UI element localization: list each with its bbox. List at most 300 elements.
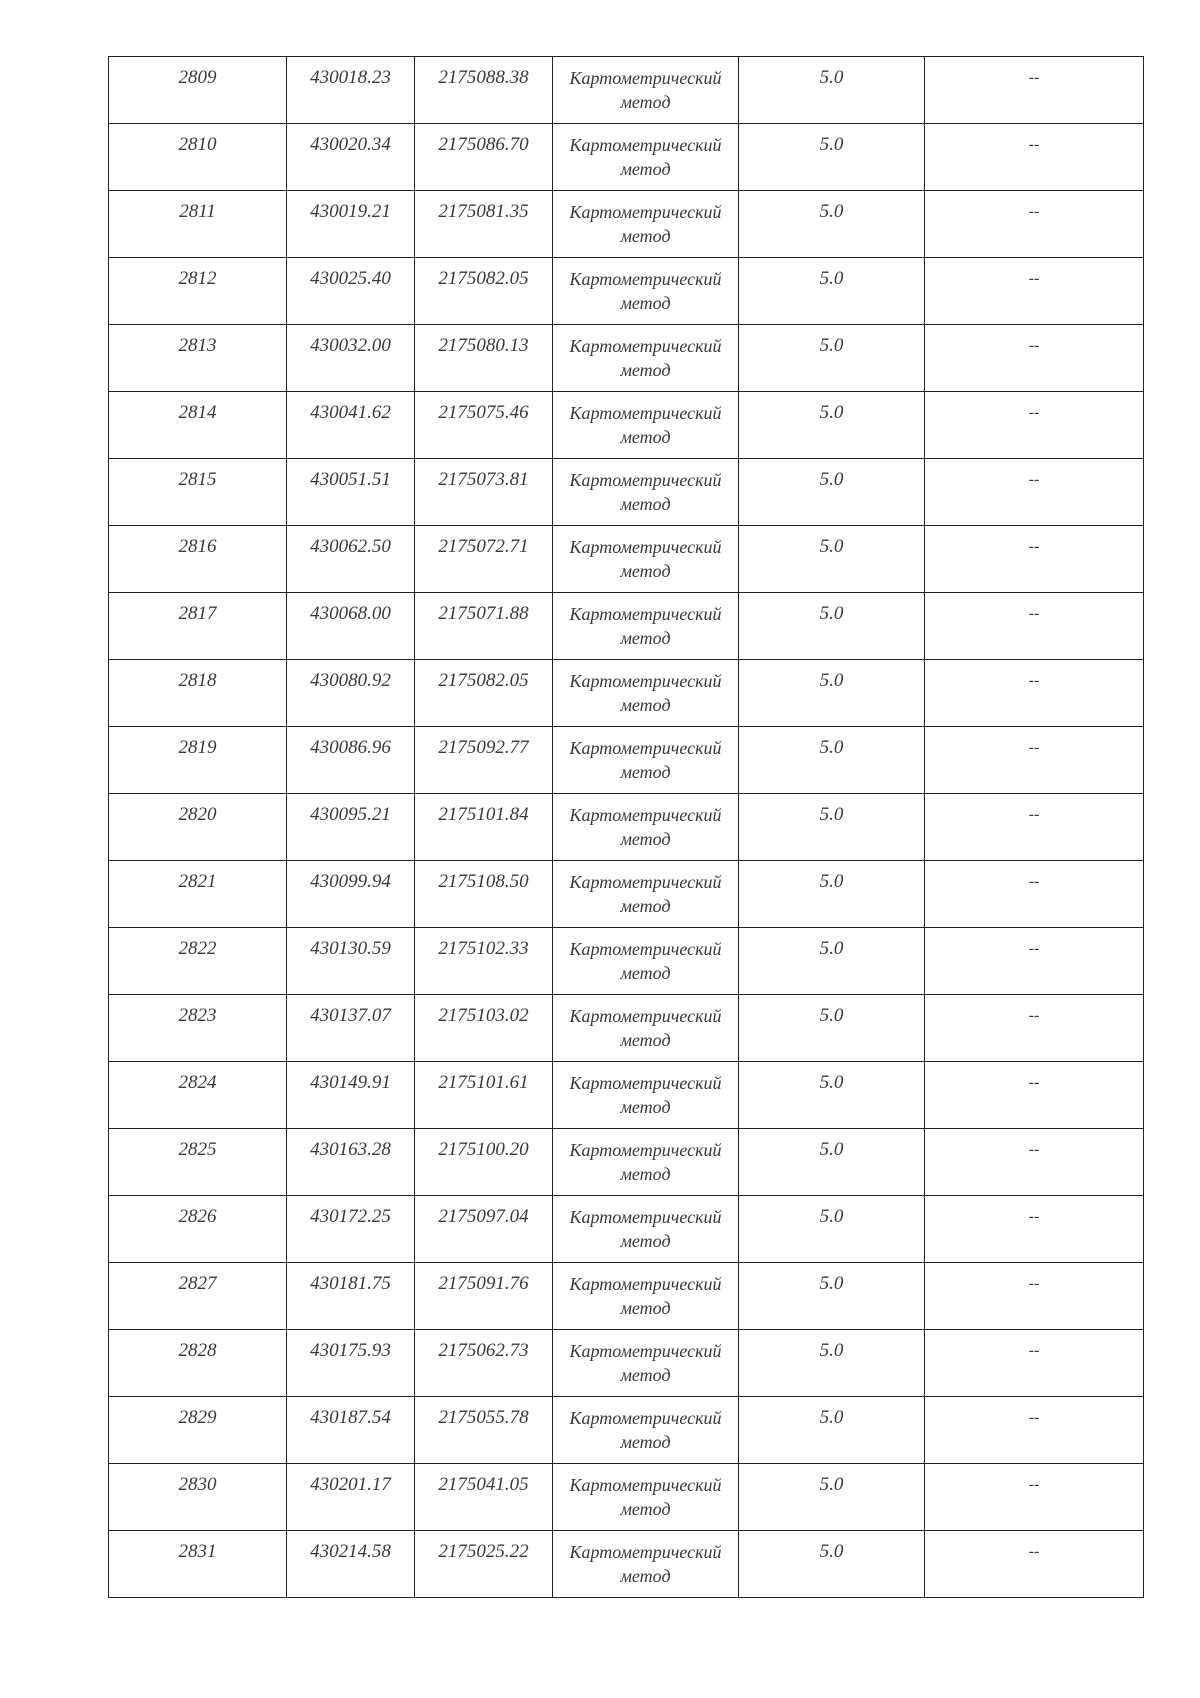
y-coordinate-text: 2175108.50	[438, 871, 529, 892]
note-text: --	[1028, 940, 1040, 957]
point-number-cell	[109, 526, 287, 593]
point-number-cell	[109, 392, 287, 459]
method-line-2: метод	[620, 92, 671, 112]
point-number-cell	[109, 1196, 287, 1263]
method-cell	[553, 1263, 739, 1330]
y-coordinate-cell	[415, 1464, 553, 1531]
method-line-1: Картометрический	[569, 1140, 722, 1160]
method-cell	[553, 660, 739, 727]
note-cell	[925, 1531, 1144, 1598]
table-row	[109, 593, 1144, 660]
y-coordinate-cell	[415, 995, 553, 1062]
note-text: --	[1028, 69, 1040, 86]
y-coordinate-text: 2175082.05	[438, 670, 529, 691]
note-text: --	[1028, 1342, 1040, 1359]
point-number-text: 2826	[178, 1206, 217, 1227]
y-coordinate-cell	[415, 258, 553, 325]
method-line-2: метод	[620, 762, 671, 782]
accuracy-text: 5.0	[819, 536, 844, 557]
y-coordinate-cell	[415, 1062, 553, 1129]
method-cell	[553, 861, 739, 928]
method-line-1: Картометрический	[569, 1542, 722, 1562]
table-row	[109, 727, 1144, 794]
x-coordinate-cell	[287, 1531, 415, 1598]
x-coordinate-cell	[287, 1129, 415, 1196]
table-row	[109, 1263, 1144, 1330]
point-number-cell	[109, 258, 287, 325]
y-coordinate-cell	[415, 1196, 553, 1263]
method-line-1: Картометрический	[569, 1274, 722, 1294]
y-coordinate-cell	[415, 928, 553, 995]
note-cell	[925, 392, 1144, 459]
method-line-2: метод	[620, 963, 671, 983]
y-coordinate-cell	[415, 861, 553, 928]
table-row	[109, 392, 1144, 459]
method-text	[553, 57, 738, 114]
note-text: --	[1028, 270, 1040, 287]
accuracy-cell	[739, 124, 925, 191]
note-cell	[925, 593, 1144, 660]
table-row	[109, 1196, 1144, 1263]
accuracy-cell	[739, 1062, 925, 1129]
note-cell	[925, 191, 1144, 258]
x-coordinate-cell	[287, 1330, 415, 1397]
accuracy-text: 5.0	[819, 1407, 844, 1428]
method-line-2: метод	[620, 1231, 671, 1251]
table-row	[109, 1129, 1144, 1196]
point-number-text: 2831	[178, 1541, 217, 1562]
accuracy-cell	[739, 928, 925, 995]
accuracy-text: 5.0	[819, 1005, 844, 1026]
point-number-cell	[109, 1531, 287, 1598]
method-cell	[553, 1129, 739, 1196]
coordinates-table	[108, 56, 1144, 1598]
method-line-1: Картометрический	[569, 470, 722, 490]
method-cell	[553, 1062, 739, 1129]
y-coordinate-text: 2175075.46	[438, 402, 529, 423]
method-line-2: метод	[620, 1499, 671, 1519]
accuracy-cell	[739, 1129, 925, 1196]
accuracy-text: 5.0	[819, 335, 844, 356]
x-coordinate-cell	[287, 191, 415, 258]
method-text	[553, 727, 738, 784]
method-line-2: метод	[620, 1030, 671, 1050]
accuracy-cell	[739, 459, 925, 526]
y-coordinate-text: 2175041.05	[438, 1474, 529, 1495]
note-cell	[925, 1464, 1144, 1531]
point-number-cell	[109, 1330, 287, 1397]
point-number-text: 2827	[178, 1273, 217, 1294]
note-text: --	[1028, 1007, 1040, 1024]
x-coordinate-cell	[287, 526, 415, 593]
method-text	[553, 1062, 738, 1119]
method-text	[553, 1129, 738, 1186]
method-line-1: Картометрический	[569, 202, 722, 222]
x-coordinate-text: 430214.58	[310, 1541, 391, 1562]
method-line-1: Картометрический	[569, 604, 722, 624]
method-cell	[553, 526, 739, 593]
x-coordinate-text: 430095.21	[310, 804, 391, 825]
accuracy-text: 5.0	[819, 1206, 844, 1227]
y-coordinate-cell	[415, 1330, 553, 1397]
method-line-1: Картометрический	[569, 1408, 722, 1428]
note-cell	[925, 1129, 1144, 1196]
method-text	[553, 593, 738, 650]
point-number-text: 2813	[178, 335, 217, 356]
point-number-text: 2818	[178, 670, 217, 691]
accuracy-cell	[739, 593, 925, 660]
method-line-2: метод	[620, 1432, 671, 1452]
table-row	[109, 1397, 1144, 1464]
x-coordinate-text: 430041.62	[310, 402, 391, 423]
note-text: --	[1028, 136, 1040, 153]
note-cell	[925, 258, 1144, 325]
note-cell	[925, 124, 1144, 191]
method-line-2: метод	[620, 829, 671, 849]
point-number-cell	[109, 995, 287, 1062]
method-cell	[553, 1330, 739, 1397]
table-row	[109, 794, 1144, 861]
accuracy-text: 5.0	[819, 1072, 844, 1093]
accuracy-cell	[739, 392, 925, 459]
x-coordinate-text: 430181.75	[310, 1273, 391, 1294]
method-line-1: Картометрический	[569, 1006, 722, 1026]
x-coordinate-text: 430032.00	[310, 335, 391, 356]
method-cell	[553, 392, 739, 459]
note-cell	[925, 727, 1144, 794]
accuracy-cell	[739, 325, 925, 392]
note-cell	[925, 1263, 1144, 1330]
note-cell	[925, 794, 1144, 861]
x-coordinate-cell	[287, 392, 415, 459]
note-text: --	[1028, 404, 1040, 421]
method-line-1: Картометрический	[569, 939, 722, 959]
method-text	[553, 1464, 738, 1521]
y-coordinate-text: 2175092.77	[438, 737, 529, 758]
point-number-cell	[109, 1397, 287, 1464]
y-coordinate-cell	[415, 794, 553, 861]
table-row	[109, 1330, 1144, 1397]
method-line-2: метод	[620, 1566, 671, 1586]
y-coordinate-cell	[415, 1531, 553, 1598]
note-text: --	[1028, 873, 1040, 890]
note-cell	[925, 1330, 1144, 1397]
table-row	[109, 660, 1144, 727]
table-row	[109, 325, 1144, 392]
accuracy-text: 5.0	[819, 938, 844, 959]
method-line-1: Картометрический	[569, 135, 722, 155]
method-line-2: метод	[620, 494, 671, 514]
point-number-cell	[109, 1062, 287, 1129]
table-row	[109, 995, 1144, 1062]
x-coordinate-text: 430175.93	[310, 1340, 391, 1361]
y-coordinate-text: 2175055.78	[438, 1407, 529, 1428]
note-text: --	[1028, 1275, 1040, 1292]
x-coordinate-cell	[287, 593, 415, 660]
point-number-cell	[109, 124, 287, 191]
x-coordinate-cell	[287, 727, 415, 794]
method-line-2: метод	[620, 628, 671, 648]
point-number-text: 2824	[178, 1072, 217, 1093]
point-number-text: 2809	[178, 67, 217, 88]
accuracy-cell	[739, 1464, 925, 1531]
x-coordinate-text: 430025.40	[310, 268, 391, 289]
method-line-1: Картометрический	[569, 1475, 722, 1495]
y-coordinate-text: 2175101.61	[438, 1072, 529, 1093]
accuracy-text: 5.0	[819, 201, 844, 222]
table-row	[109, 526, 1144, 593]
y-coordinate-cell	[415, 124, 553, 191]
note-text: --	[1028, 672, 1040, 689]
point-number-text: 2814	[178, 402, 217, 423]
accuracy-cell	[739, 995, 925, 1062]
note-cell	[925, 526, 1144, 593]
x-coordinate-text: 430018.23	[310, 67, 391, 88]
accuracy-text: 5.0	[819, 871, 844, 892]
y-coordinate-text: 2175071.88	[438, 603, 529, 624]
accuracy-cell	[739, 1196, 925, 1263]
accuracy-text: 5.0	[819, 134, 844, 155]
point-number-text: 2812	[178, 268, 217, 289]
accuracy-cell	[739, 794, 925, 861]
accuracy-text: 5.0	[819, 67, 844, 88]
method-line-1: Картометрический	[569, 1207, 722, 1227]
point-number-text: 2829	[178, 1407, 217, 1428]
accuracy-cell	[739, 1397, 925, 1464]
note-text: --	[1028, 337, 1040, 354]
method-cell	[553, 191, 739, 258]
x-coordinate-text: 430086.96	[310, 737, 391, 758]
y-coordinate-text: 2175101.84	[438, 804, 529, 825]
method-line-1: Картометрический	[569, 671, 722, 691]
note-text: --	[1028, 1543, 1040, 1560]
y-coordinate-cell	[415, 459, 553, 526]
y-coordinate-text: 2175072.71	[438, 536, 529, 557]
note-text: --	[1028, 806, 1040, 823]
point-number-cell	[109, 459, 287, 526]
y-coordinate-cell	[415, 392, 553, 459]
x-coordinate-cell	[287, 1397, 415, 1464]
point-number-cell	[109, 1129, 287, 1196]
x-coordinate-cell	[287, 1464, 415, 1531]
note-cell	[925, 861, 1144, 928]
method-cell	[553, 1196, 739, 1263]
accuracy-cell	[739, 57, 925, 124]
x-coordinate-cell	[287, 861, 415, 928]
note-text: --	[1028, 203, 1040, 220]
method-line-1: Картометрический	[569, 537, 722, 557]
table-row	[109, 928, 1144, 995]
method-text	[553, 526, 738, 583]
table-body	[109, 57, 1144, 1598]
method-line-2: метод	[620, 896, 671, 916]
x-coordinate-text: 430187.54	[310, 1407, 391, 1428]
method-text	[553, 459, 738, 516]
method-cell	[553, 258, 739, 325]
table-row	[109, 1531, 1144, 1598]
table-row	[109, 1464, 1144, 1531]
method-text	[553, 392, 738, 449]
method-cell	[553, 1531, 739, 1598]
x-coordinate-cell	[287, 258, 415, 325]
x-coordinate-text: 430149.91	[310, 1072, 391, 1093]
accuracy-cell	[739, 1263, 925, 1330]
x-coordinate-text: 430051.51	[310, 469, 391, 490]
accuracy-text: 5.0	[819, 1273, 844, 1294]
x-coordinate-text: 430068.00	[310, 603, 391, 624]
accuracy-text: 5.0	[819, 670, 844, 691]
x-coordinate-text: 430163.28	[310, 1139, 391, 1160]
accuracy-cell	[739, 727, 925, 794]
method-line-1: Картометрический	[569, 1073, 722, 1093]
x-coordinate-cell	[287, 1062, 415, 1129]
method-line-2: метод	[620, 1097, 671, 1117]
method-text	[553, 660, 738, 717]
accuracy-text: 5.0	[819, 402, 844, 423]
note-cell	[925, 1397, 1144, 1464]
x-coordinate-cell	[287, 660, 415, 727]
x-coordinate-cell	[287, 325, 415, 392]
accuracy-text: 5.0	[819, 1340, 844, 1361]
method-line-2: метод	[620, 360, 671, 380]
note-text: --	[1028, 538, 1040, 555]
method-line-1: Картометрический	[569, 269, 722, 289]
method-text	[553, 1263, 738, 1320]
y-coordinate-cell	[415, 660, 553, 727]
note-cell	[925, 1062, 1144, 1129]
y-coordinate-text: 2175088.38	[438, 67, 529, 88]
note-cell	[925, 459, 1144, 526]
point-number-text: 2816	[178, 536, 217, 557]
y-coordinate-cell	[415, 1263, 553, 1330]
x-coordinate-text: 430080.92	[310, 670, 391, 691]
note-text: --	[1028, 471, 1040, 488]
method-cell	[553, 928, 739, 995]
note-cell	[925, 1196, 1144, 1263]
table-row	[109, 861, 1144, 928]
x-coordinate-cell	[287, 124, 415, 191]
y-coordinate-text: 2175080.13	[438, 335, 529, 356]
method-text	[553, 861, 738, 918]
note-cell	[925, 660, 1144, 727]
method-line-1: Картометрический	[569, 1341, 722, 1361]
method-cell	[553, 325, 739, 392]
accuracy-cell	[739, 861, 925, 928]
method-text	[553, 995, 738, 1052]
y-coordinate-cell	[415, 727, 553, 794]
note-cell	[925, 995, 1144, 1062]
method-text	[553, 928, 738, 985]
x-coordinate-cell	[287, 794, 415, 861]
y-coordinate-cell	[415, 325, 553, 392]
y-coordinate-text: 2175082.05	[438, 268, 529, 289]
point-number-text: 2825	[178, 1139, 217, 1160]
x-coordinate-text: 430020.34	[310, 134, 391, 155]
y-coordinate-text: 2175091.76	[438, 1273, 529, 1294]
method-text	[553, 1531, 738, 1588]
x-coordinate-text: 430019.21	[310, 201, 391, 222]
point-number-cell	[109, 325, 287, 392]
note-cell	[925, 928, 1144, 995]
point-number-text: 2821	[178, 871, 217, 892]
method-cell	[553, 459, 739, 526]
point-number-text: 2820	[178, 804, 217, 825]
method-line-2: метод	[620, 695, 671, 715]
note-cell	[925, 325, 1144, 392]
accuracy-cell	[739, 660, 925, 727]
y-coordinate-text: 2175103.02	[438, 1005, 529, 1026]
y-coordinate-text: 2175100.20	[438, 1139, 529, 1160]
method-text	[553, 191, 738, 248]
y-coordinate-cell	[415, 1397, 553, 1464]
table-row	[109, 1062, 1144, 1129]
method-line-1: Картометрический	[569, 403, 722, 423]
x-coordinate-cell	[287, 1196, 415, 1263]
method-line-2: метод	[620, 561, 671, 581]
method-line-2: метод	[620, 427, 671, 447]
accuracy-text: 5.0	[819, 1474, 844, 1495]
table-row	[109, 124, 1144, 191]
table-row	[109, 258, 1144, 325]
point-number-text: 2828	[178, 1340, 217, 1361]
accuracy-text: 5.0	[819, 469, 844, 490]
x-coordinate-text: 430172.25	[310, 1206, 391, 1227]
method-text	[553, 1397, 738, 1454]
y-coordinate-text: 2175025.22	[438, 1541, 529, 1562]
accuracy-text: 5.0	[819, 1139, 844, 1160]
note-text: --	[1028, 739, 1040, 756]
method-line-2: метод	[620, 1365, 671, 1385]
point-number-cell	[109, 593, 287, 660]
x-coordinate-text: 430201.17	[310, 1474, 391, 1495]
method-text	[553, 1330, 738, 1387]
point-number-text: 2819	[178, 737, 217, 758]
point-number-text: 2817	[178, 603, 217, 624]
method-line-1: Картометрический	[569, 336, 722, 356]
point-number-cell	[109, 727, 287, 794]
method-text	[553, 325, 738, 382]
method-cell	[553, 593, 739, 660]
point-number-cell	[109, 794, 287, 861]
method-text	[553, 1196, 738, 1253]
x-coordinate-cell	[287, 1263, 415, 1330]
method-line-1: Картометрический	[569, 738, 722, 758]
table-row	[109, 459, 1144, 526]
method-line-2: метод	[620, 159, 671, 179]
note-text: --	[1028, 1476, 1040, 1493]
point-number-cell	[109, 191, 287, 258]
accuracy-text: 5.0	[819, 737, 844, 758]
point-number-cell	[109, 1464, 287, 1531]
accuracy-cell	[739, 258, 925, 325]
x-coordinate-text: 430137.07	[310, 1005, 391, 1026]
y-coordinate-text: 2175073.81	[438, 469, 529, 490]
point-number-cell	[109, 861, 287, 928]
table-row	[109, 57, 1144, 124]
point-number-cell	[109, 57, 287, 124]
note-text: --	[1028, 605, 1040, 622]
method-text	[553, 124, 738, 181]
point-number-text: 2811	[179, 201, 216, 222]
method-cell	[553, 124, 739, 191]
method-line-2: метод	[620, 1298, 671, 1318]
x-coordinate-cell	[287, 459, 415, 526]
method-cell	[553, 794, 739, 861]
method-line-1: Картометрический	[569, 68, 722, 88]
accuracy-text: 5.0	[819, 804, 844, 825]
y-coordinate-cell	[415, 593, 553, 660]
y-coordinate-text: 2175097.04	[438, 1206, 529, 1227]
